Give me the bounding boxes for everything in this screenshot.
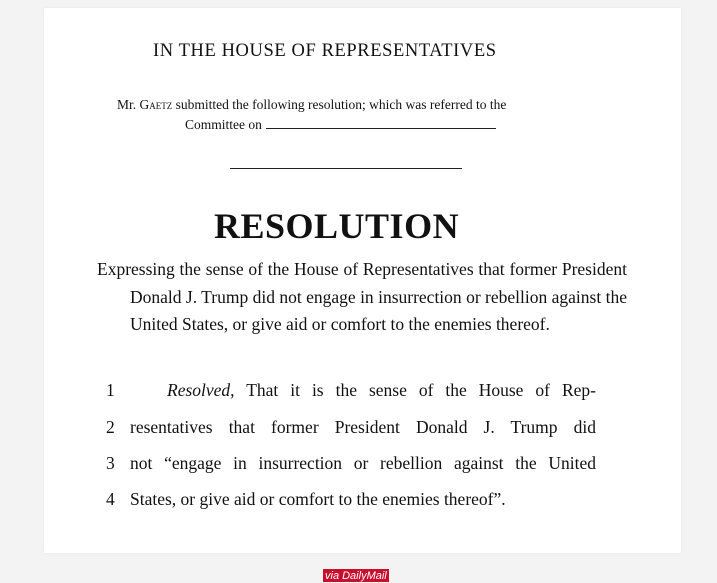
- preamble-text: Expressing the sense of the House of Representatives that former President Donald J. Trump did not engage in insurrection or rebellion against the United States, or give aid or comfort to the enemies thereof.: [97, 259, 627, 334]
- line-number: 1: [106, 380, 115, 400]
- committee-label: Committee on: [185, 117, 262, 132]
- resolved-line: resentatives that former President Donald J. Trump did: [130, 417, 596, 437]
- resolved-line: not “engage in insurrection or rebellion against the United: [130, 453, 596, 473]
- divider-rule: [230, 168, 462, 169]
- submission-prefix: Mr.: [117, 97, 140, 112]
- resolved-line-text: That it is the sense of the House of Rep-: [234, 380, 596, 400]
- committee-line: [185, 116, 496, 133]
- resolved-lead: Resolved,: [167, 380, 235, 400]
- submission-line: [117, 97, 506, 113]
- house-header: IN THE HOUSE OF REPRESENTATIVES: [153, 41, 497, 61]
- source-credit: via DailyMail: [325, 570, 387, 582]
- resolved-line: States, or give aid or comfort to the enemies thereof”.: [130, 489, 506, 509]
- resolved-line: [167, 380, 596, 401]
- resolution-title: RESOLUTION: [214, 206, 460, 246]
- committee-blank-line: [266, 116, 496, 129]
- submission-text: submitted the following resolution; which was referred to the: [172, 97, 507, 112]
- member-name: Gaetz: [139, 97, 173, 112]
- line-number: 3: [106, 453, 115, 473]
- line-number: 4: [106, 489, 115, 509]
- line-number: 2: [106, 417, 115, 437]
